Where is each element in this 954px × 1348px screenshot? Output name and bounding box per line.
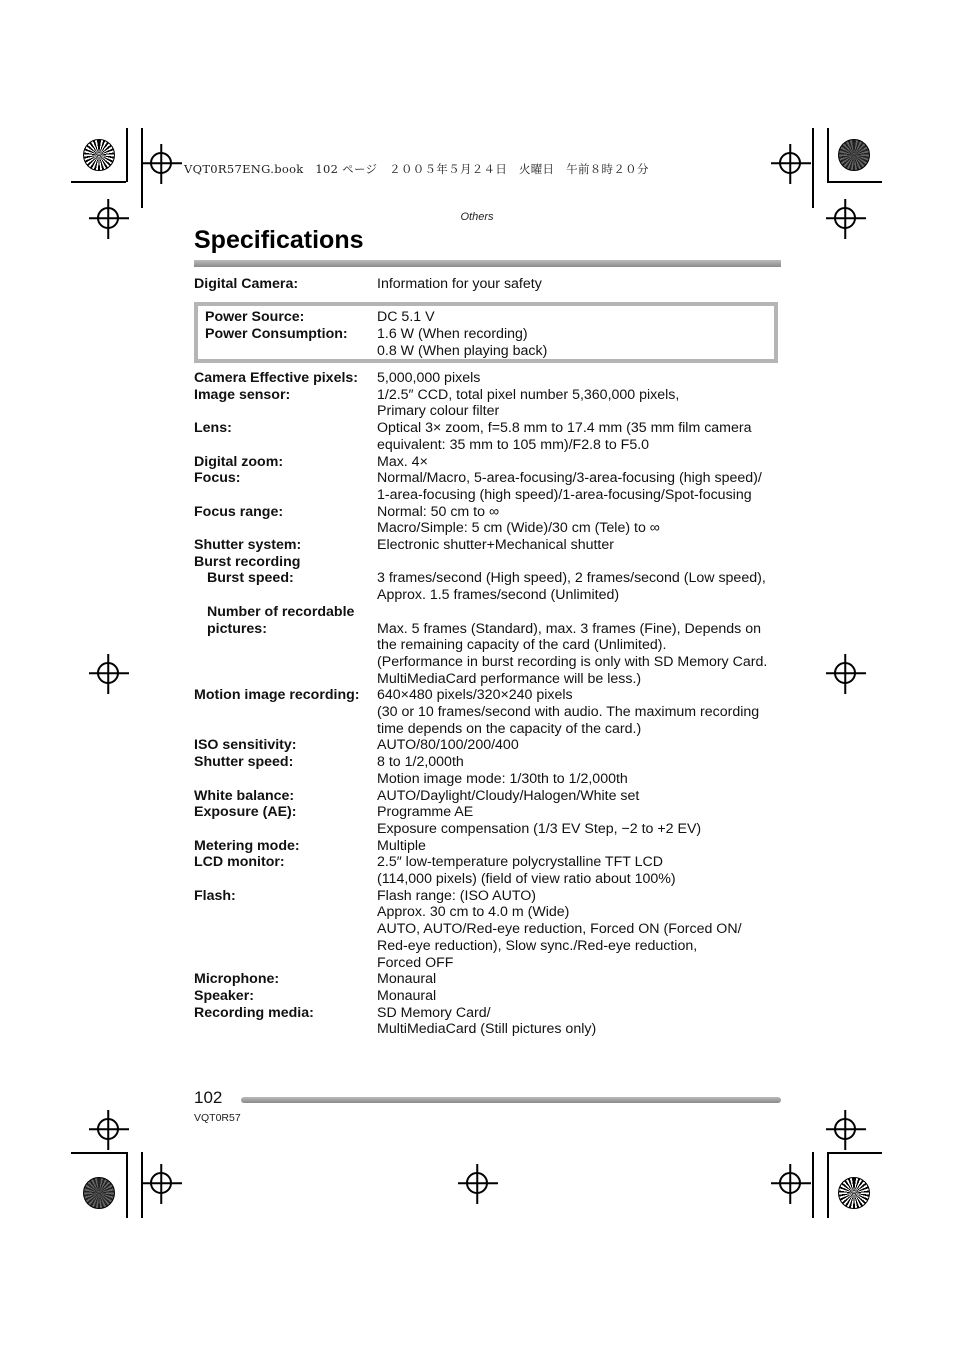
spec-label: Image sensor:	[194, 386, 291, 403]
spec-value	[377, 888, 787, 972]
spec-label: Burst recording	[194, 553, 301, 570]
spec-value-line: Red-eye reduction), Slow sync./Red-eye reduction,	[377, 937, 698, 954]
spec-value: Information for your safety	[377, 276, 542, 292]
spec-label: Burst speed:	[207, 570, 294, 587]
spec-value-line: Max. 4×	[377, 453, 428, 470]
spec-label: LCD monitor:	[194, 854, 285, 871]
spec-value	[377, 420, 787, 453]
spec-value-line: MultiMediaCard (Still pictures only)	[377, 1021, 597, 1038]
spec-value	[377, 504, 787, 537]
spec-value-line: Macro/Simple: 5 cm (Wide)/30 cm (Tele) to ∞	[377, 520, 660, 537]
spec-label: Camera Effective pixels:	[194, 370, 359, 386]
spec-value	[377, 788, 787, 805]
spec-value-line: Approx. 30 cm to 4.0 m (Wide)	[377, 904, 570, 921]
spec-value	[377, 470, 787, 503]
spec-value-line: Forced OFF	[377, 954, 454, 971]
spec-value-line: Programme AE	[377, 804, 474, 821]
spec-value	[377, 570, 787, 603]
spec-value-line: Monaural	[377, 971, 437, 988]
spec-value	[377, 537, 787, 554]
spec-value	[377, 754, 787, 787]
crosshair-icon	[150, 152, 172, 174]
spec-value-line: Normal/Macro, 5-area-focusing/3-area-focusing (high speed)/	[377, 470, 762, 487]
spec-label: White balance:	[194, 787, 295, 804]
spec-label: Motion image recording:	[194, 687, 360, 704]
spec-label: Shutter speed:	[194, 754, 294, 771]
spec-label: pictures:	[207, 620, 267, 637]
spec-value	[377, 387, 787, 420]
spec-value-line: equivalent: 35 mm to 105 mm)/F2.8 to F5.0	[377, 436, 650, 453]
page-title: Specifications	[194, 226, 364, 254]
spec-value-line: Normal: 50 cm to ∞	[377, 503, 500, 520]
footer-rule	[241, 1097, 781, 1103]
spec-value-line: 640×480 pixels/320×240 pixels	[377, 687, 573, 704]
spec-value-line: time depends on the capacity of the card.)	[377, 720, 642, 737]
spec-value-line: Flash range: (ISO AUTO)	[377, 887, 537, 904]
spec-value-line: 5,000,000 pixels	[377, 370, 481, 386]
registration-wheel-icon	[83, 139, 115, 171]
spec-value	[377, 687, 787, 737]
page-number: 102	[194, 1088, 223, 1107]
spec-label: Exposure (AE):	[194, 804, 297, 821]
spec-value-line: Motion image mode: 1/30th to 1/2,000th	[377, 770, 628, 787]
spec-value-line: Primary colour filter	[377, 403, 500, 420]
spec-value	[377, 1005, 787, 1038]
spec-value	[377, 838, 787, 855]
spec-value-line: 2.5″ low-temperature polycrystalline TFT LCD	[377, 854, 663, 871]
spec-value-line: (114,000 pixels) (field of view ratio about 100%)	[377, 871, 676, 887]
spec-value-line: Approx. 1.5 frames/second (Unlimited)	[377, 587, 620, 604]
spec-label: Metering mode:	[194, 837, 300, 854]
spec-label: Number of recordable	[207, 603, 355, 620]
crosshair-icon	[779, 1172, 801, 1194]
crosshair-icon	[834, 662, 856, 684]
spec-label: Power Consumption:	[205, 326, 348, 342]
spec-value	[377, 988, 787, 1005]
spec-value: DC 5.1 V	[377, 309, 435, 325]
spec-label: Shutter system:	[194, 537, 302, 553]
spec-label: Microphone:	[194, 971, 280, 988]
spec-label: Focus range:	[194, 503, 284, 520]
spec-label: Lens:	[194, 420, 232, 437]
spec-value	[377, 971, 787, 988]
spec-value-line: Exposure compensation (1/3 EV Step, −2 to +2 EV)	[377, 820, 702, 837]
spec-value-line: Monaural	[377, 987, 437, 1004]
spec-value	[377, 737, 787, 754]
spec-value-line: 8 to 1/2,000th	[377, 754, 464, 771]
title-rule	[194, 260, 781, 267]
spec-label: Power Source:	[205, 309, 305, 325]
spec-label: Focus:	[194, 470, 241, 487]
spec-label: Recording media:	[194, 1004, 314, 1021]
spec-value	[377, 854, 787, 887]
spec-value-line: SD Memory Card/	[377, 1004, 491, 1021]
spec-label: Digital zoom:	[194, 453, 284, 470]
spec-value-line: Electronic shutter+Mechanical shutter	[377, 537, 614, 553]
spec-value-line: Multiple	[377, 837, 426, 854]
registration-wheel-icon	[838, 139, 870, 171]
crosshair-icon	[97, 1118, 119, 1140]
spec-value-line: AUTO/80/100/200/400	[377, 737, 519, 754]
spec-value-line: 1/2.5″ CCD, total pixel number 5,360,000 pixels,	[377, 386, 680, 403]
spec-value-line: 3 frames/second (High speed), 2 frames/second (Low speed),	[377, 570, 766, 587]
document-code: VQT0R57	[194, 1112, 241, 1124]
spec-value: 1.6 W (When recording) 0.8 W (When playing back)	[377, 326, 548, 359]
file-info-line: VQT0R57ENG.book 102 ページ ２００５年５月２４日 火曜日 午前８時２０分	[184, 162, 649, 176]
crosshair-icon	[834, 1118, 856, 1140]
spec-value-line: (Performance in burst recording is only with SD Memory Card.	[377, 653, 768, 670]
spec-value-line: AUTO/Daylight/Cloudy/Halogen/White set	[377, 787, 640, 804]
spec-value-line: the remaining capacity of the card (Unlimited).	[377, 637, 667, 654]
spec-value-line: 1-area-focusing (high speed)/1-area-focusing/Spot-focusing	[377, 486, 752, 503]
spec-label: Speaker:	[194, 987, 254, 1004]
registration-wheel-icon	[838, 1177, 870, 1209]
crosshair-icon	[779, 152, 801, 174]
registration-wheel-icon	[83, 1177, 115, 1209]
crosshair-icon	[466, 1172, 488, 1194]
spec-label: Digital Camera:	[194, 276, 299, 292]
spec-value	[377, 621, 787, 688]
crosshair-icon	[150, 1172, 172, 1194]
spec-value-line: Max. 5 frames (Standard), max. 3 frames (Fine), Depends on	[377, 620, 761, 637]
spec-value	[377, 370, 787, 387]
spec-value-line: MultiMediaCard performance will be less.)	[377, 670, 642, 687]
spec-value	[377, 454, 787, 471]
spec-label: ISO sensitivity:	[194, 737, 297, 754]
spec-value-line: (30 or 10 frames/second with audio. The maximum recording	[377, 704, 760, 720]
spec-value-line: Optical 3× zoom, f=5.8 mm to 17.4 mm (35 mm film camera	[377, 420, 752, 437]
crosshair-icon	[97, 662, 119, 684]
spec-value	[377, 804, 787, 837]
spec-label: Flash:	[194, 887, 236, 904]
spec-value-line: AUTO, AUTO/Red-eye reduction, Forced ON (Forced ON/	[377, 921, 742, 938]
section-label: Others	[460, 211, 494, 223]
